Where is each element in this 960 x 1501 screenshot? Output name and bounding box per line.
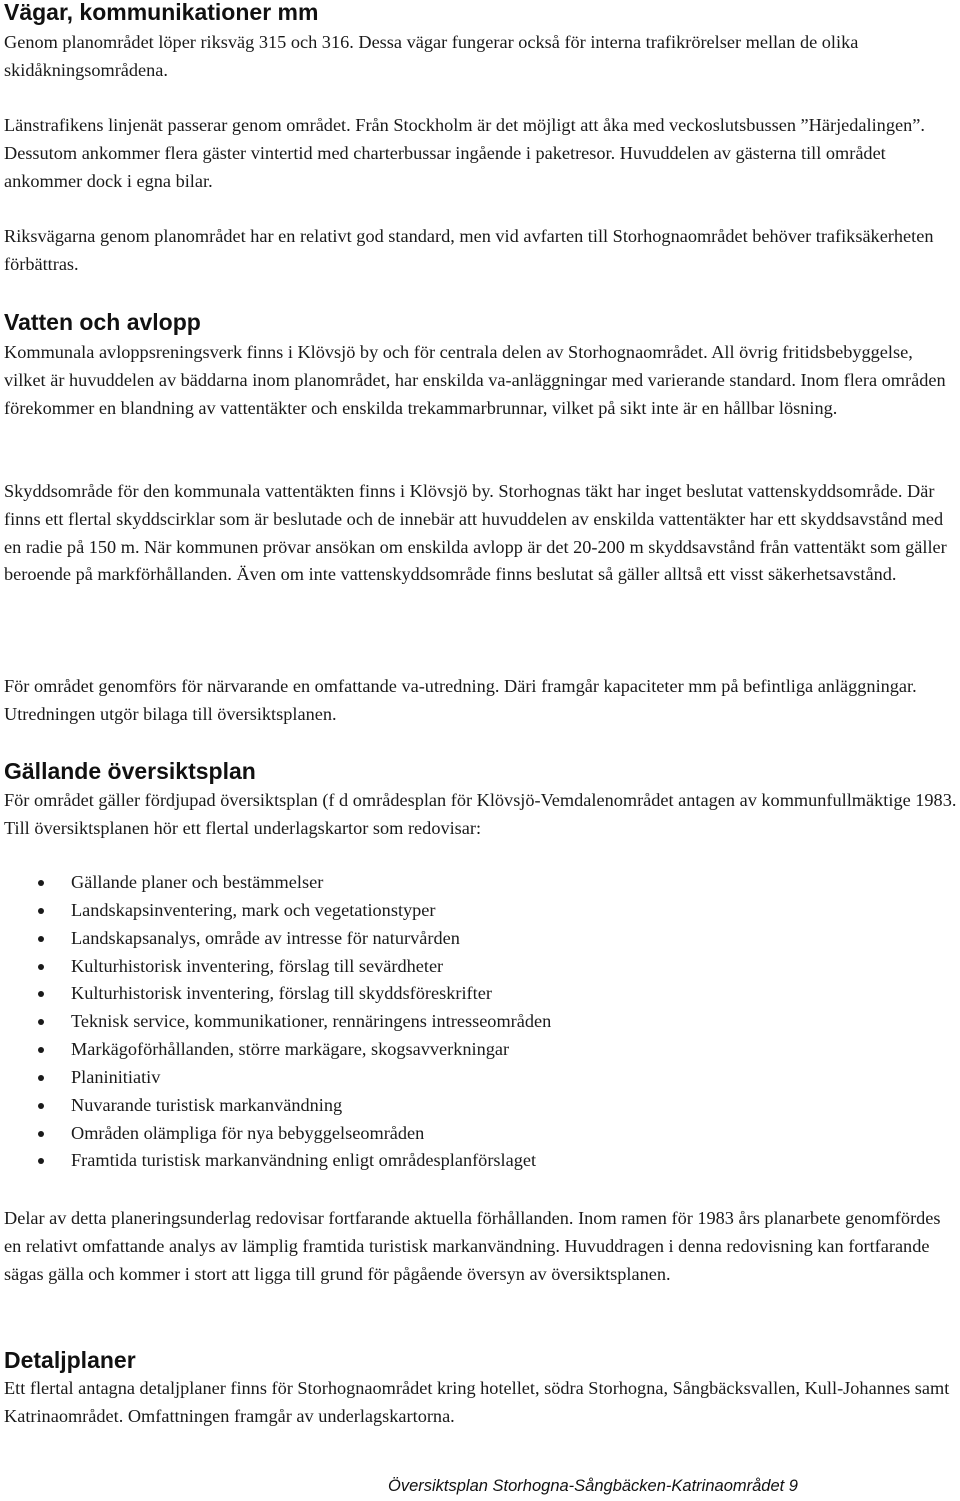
heading-vagar: Vägar, kommunikationer mm xyxy=(4,0,319,25)
bullet-icon xyxy=(38,1047,44,1053)
bullet-icon xyxy=(38,936,44,942)
underlagskartor-list xyxy=(0,869,900,1175)
list-item-text: Framtida turistisk markanvändning enligt områdesplanförslaget xyxy=(71,1150,537,1171)
bullet-icon xyxy=(38,1103,44,1109)
bullet-icon xyxy=(38,964,44,970)
list-item xyxy=(0,953,900,981)
list-item-text: Kulturhistorisk inventering, förslag till skyddsföreskrifter xyxy=(71,983,492,1004)
paragraph-oversiktsplan-2: Delar av detta planeringsunderlag redovisar fortfarande aktuella förhållanden. Inom ramen för 1983 års planarbete genomfördes en relativt omfattande analys av lämplig framtida turistisk markanvändning. Huvuddragen i denna redovisning kan fortfarande sägas gälla och kommer i stort att ligga till grund för pågående översyn av översiktsplanen. xyxy=(4,1208,941,1284)
list-item xyxy=(0,980,900,1008)
heading-oversiktsplan: Gällande översiktsplan xyxy=(4,758,256,784)
paragraph-detaljplaner-1: Ett flertal antagna detaljplaner finns för Storhognaområdet kring hotellet, södra Storhogna, Sångbäcksvallen, Kull-Johannes samt Katrinaområdet. Omfattningen framgår av underlagskartorna. xyxy=(4,1378,950,1426)
bullet-icon xyxy=(38,908,44,914)
paragraph-vagar-2: Länstrafikens linjenät passerar genom området. Från Stockholm är det möjligt att åka med veckoslutsbussen ”Härjedalingen”. Dessutom ankommer flera gäster vintertid med charterbussar ingående i paketresor. Huvuddelen av gästerna till området ankommer dock i egna bilar. xyxy=(4,115,925,191)
paragraph-vagar-1: Genom planområdet löper riksväg 315 och 316. Dessa vägar fungerar också för interna trafikrörelser mellan de olika skidåkningsområdena. xyxy=(4,32,859,80)
list-item xyxy=(0,897,900,925)
list-item xyxy=(0,1092,900,1120)
bullet-icon xyxy=(38,1158,44,1164)
list-item xyxy=(0,1064,900,1092)
list-item-text: Gällande planer och bestämmelser xyxy=(71,872,324,892)
list-item-text: Planinitiativ xyxy=(71,1066,161,1087)
list-item xyxy=(0,1147,900,1175)
list-item xyxy=(0,869,900,897)
heading-vatten: Vatten och avlopp xyxy=(4,309,201,335)
list-item-text: Teknisk service, kommunikationer, rennäringens intresseområden xyxy=(71,1011,552,1032)
heading-detaljplaner: Detaljplaner xyxy=(4,1347,136,1373)
bullet-icon xyxy=(38,991,44,997)
bullet-icon xyxy=(38,880,44,886)
list-item-text: Nuvarande turistisk markanvändning xyxy=(71,1094,343,1115)
list-item xyxy=(0,1120,900,1148)
bullet-icon xyxy=(38,1131,44,1137)
page-footer: Översiktsplan Storhogna-Sångbäcken-Katrinaområdet 9 xyxy=(388,1477,798,1495)
list-item-text: Kulturhistorisk inventering, förslag till sevärdheter xyxy=(71,955,444,976)
paragraph-vagar-3: Riksvägarna genom planområdet har en relativt god standard, men vid avfarten till Storhognaområdet behöver trafiksäkerheten förbättras. xyxy=(4,226,934,274)
list-item xyxy=(0,925,900,953)
bullet-icon xyxy=(38,1075,44,1081)
paragraph-vatten-2: Skyddsområde för den kommunala vattentäkten finns i Klövsjö by. Storhognas täkt har inget beslutat vattenskyddsområde. Där finns ett flertal skyddscirklar som är beslutade och de innebär att huvuddelen av enskilda vattentäkter har ett skyddsavstånd med en radie på 150 m. När kommunen prövar ansökan om enskilda avlopp är det 20-200 m skyddsavstånd från vattentäkt som gäller beroende på markförhållanden. Även om inte vattenskyddsområde finns beslutat så gäller alltså ett visst säkerhetsavstånd. xyxy=(4,481,947,585)
list-item xyxy=(0,1036,900,1064)
paragraph-vatten-1: Kommunala avloppsreningsverk finns i Klövsjö by och för centrala delen av Storhognaområdet. All övrig fritidsbebyggelse, vilket är huvuddelen av bäddarna inom planområdet, har enskilda va-anläggningar med varierande standard. Inom flera områden förekommer en blandning av vattentäkter och enskilda trekammarbrunnar, vilket på sikt inte är en hållbar lösning. xyxy=(4,342,946,418)
list-item-text: Landskapsanalys, område av intresse för naturvården xyxy=(71,927,460,948)
list-item-text: Markägoförhållanden, större markägare, skogsavverkningar xyxy=(71,1039,510,1060)
list-item-text: Områden olämpliga för nya bebyggelseområden xyxy=(71,1122,425,1143)
paragraph-oversiktsplan-1: För området gäller fördjupad översiktsplan (f d områdesplan för Klövsjö-Vemdalenområdet antagen av kommunfullmäktige 1983. Till översiktsplanen hör ett flertal underlagskartor som redovisar: xyxy=(4,790,957,838)
paragraph-vatten-3: För området genomförs för närvarande en omfattande va-utredning. Däri framgår kapaciteter mm på befintliga anläggningar. Utredningen utgör bilaga till översiktsplanen. xyxy=(4,676,917,724)
bullet-icon xyxy=(38,1019,44,1025)
list-item xyxy=(0,1008,900,1036)
list-item-text: Landskapsinventering, mark och vegetationstyper xyxy=(71,899,436,920)
